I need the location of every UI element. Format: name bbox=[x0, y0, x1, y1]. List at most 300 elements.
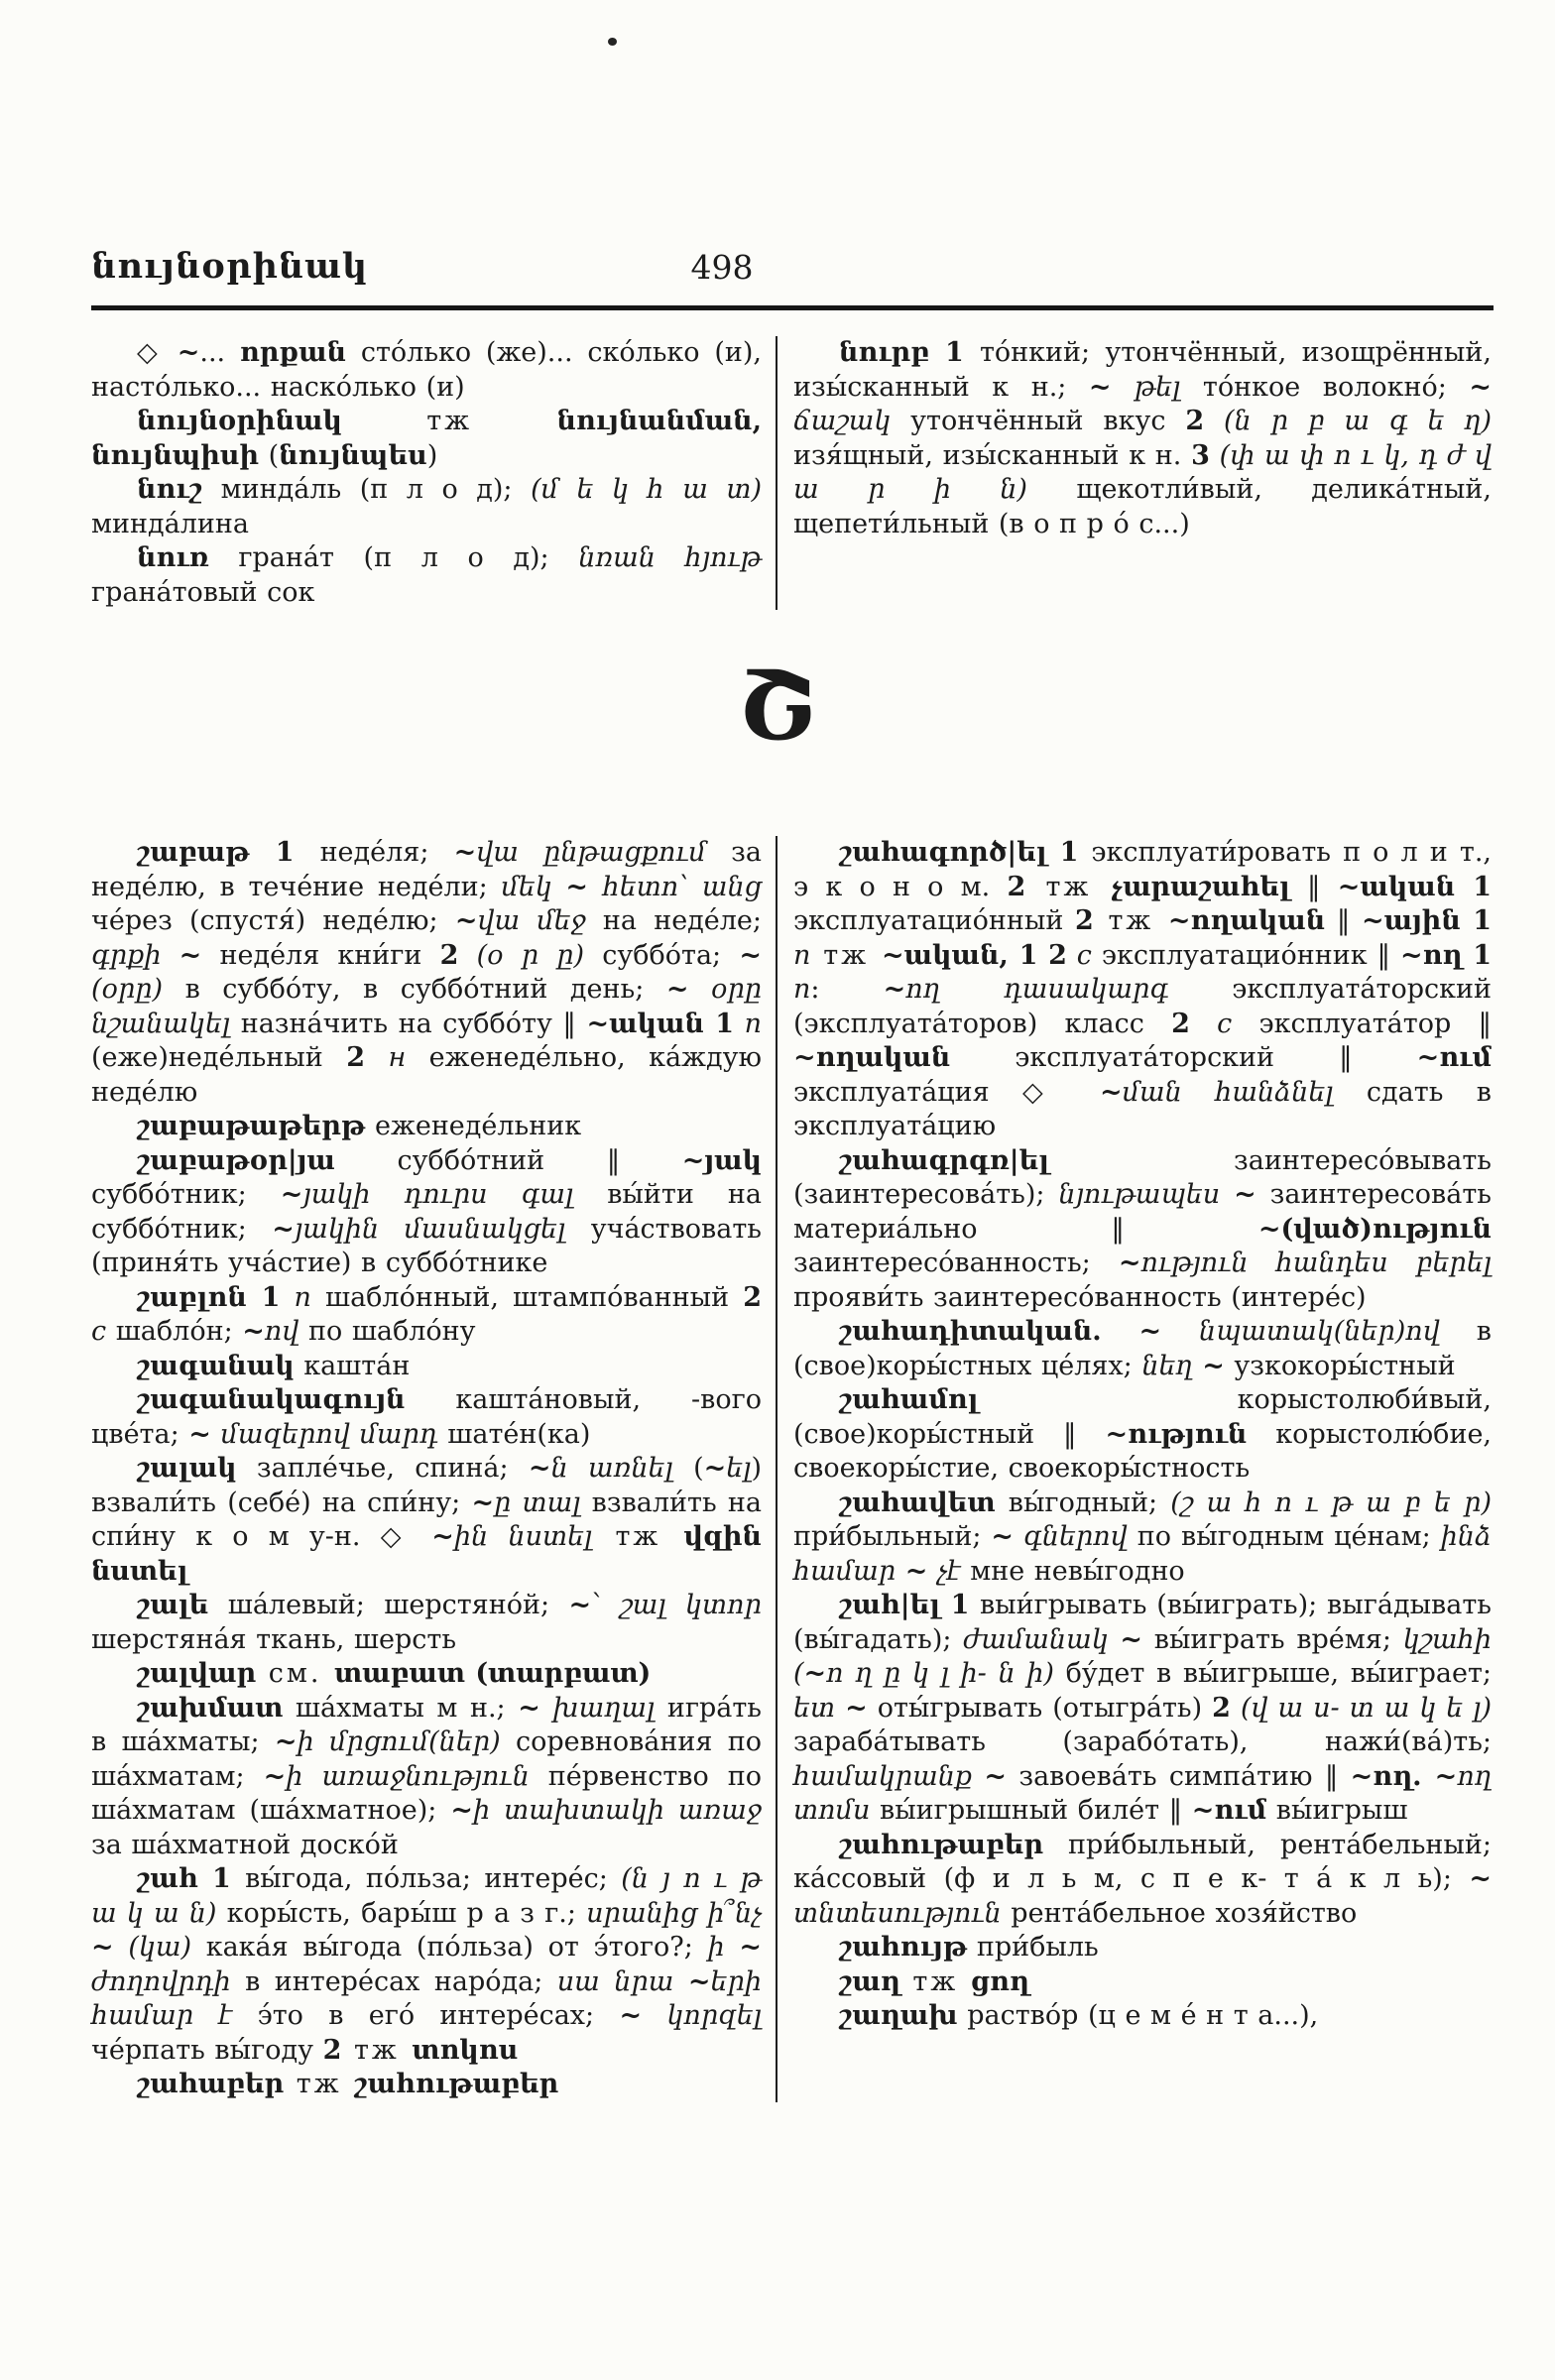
text-segment: вы́годный; bbox=[995, 1487, 1171, 1518]
text-segment: п bbox=[793, 939, 811, 971]
dictionary-entry bbox=[91, 1281, 762, 1350]
text-segment: ~ bbox=[568, 1590, 592, 1620]
text-segment: ~ում bbox=[1416, 1042, 1492, 1073]
text-segment: 1 bbox=[246, 1281, 281, 1313]
dictionary-entry bbox=[91, 541, 762, 610]
text-segment: : bbox=[810, 974, 884, 1005]
text-segment: неде́ля кни́ги bbox=[201, 939, 440, 971]
text-segment: շահ|ել bbox=[839, 1590, 941, 1620]
text-segment: ~ bbox=[518, 1692, 540, 1724]
text-segment: ша́хматы м н.; bbox=[283, 1692, 519, 1724]
text-segment: (օրը) bbox=[91, 974, 164, 1005]
text-segment: (մ ե կ հ ա տ) bbox=[531, 474, 762, 505]
text-segment: տնտեսություն bbox=[793, 1897, 1002, 1929]
text-segment: при́быль bbox=[967, 1932, 1099, 1963]
text-segment: նեղ bbox=[1141, 1350, 1203, 1381]
text-segment: пе́рвенство по ша́хматам (ша́хматное); bbox=[91, 1760, 762, 1826]
text-segment: ~ bbox=[454, 905, 478, 936]
top-left-column bbox=[91, 336, 762, 610]
text-segment: ~ bbox=[528, 1453, 551, 1484]
text-segment: ~ bbox=[665, 974, 689, 1005]
text-segment: նպատակ(ներ)ով bbox=[1198, 1316, 1440, 1347]
text-segment: չարաշահել bbox=[1111, 871, 1290, 902]
text-segment: շահութաբեր bbox=[354, 2069, 559, 2099]
main-left-column bbox=[91, 836, 762, 2102]
text-segment: то́нкий; утончённый, изощрённый, изы́сканный к н.; bbox=[793, 337, 1492, 403]
text-segment: ~ bbox=[883, 974, 906, 1005]
text-segment: ՝ bbox=[591, 1590, 621, 1620]
text-segment: шате́н(ка) bbox=[437, 1418, 591, 1450]
text-segment: շաղ bbox=[839, 1965, 900, 1997]
text-segment: грана́т (п л о д); bbox=[208, 542, 579, 573]
text-segment: с bbox=[1066, 939, 1092, 971]
text-segment: վա ընթացքում bbox=[476, 837, 706, 868]
text-segment: тж bbox=[1025, 871, 1112, 902]
page-number: 498 bbox=[690, 248, 754, 287]
text-segment: ~ bbox=[1469, 1863, 1492, 1894]
dictionary-entry bbox=[793, 1931, 1492, 1965]
text-segment: тж bbox=[284, 2069, 355, 2099]
text-segment: նույնօրինակ bbox=[137, 406, 342, 436]
text-segment: ~ bbox=[1088, 371, 1135, 403]
dictionary-entry bbox=[793, 1144, 1492, 1316]
text-segment: ~ական 1 bbox=[1337, 871, 1492, 902]
text-segment: սրանից ի՞նչ bbox=[586, 1897, 762, 1929]
dictionary-entry bbox=[91, 1589, 762, 1657]
text-segment: գրքի bbox=[91, 939, 179, 971]
dictionary-entry bbox=[91, 836, 762, 1110]
text-segment: ժողովրդի bbox=[91, 1965, 231, 1997]
text-segment: ին նստել bbox=[453, 1521, 593, 1552]
text-segment: կշահի ( bbox=[793, 1623, 1492, 1689]
text-segment: ~ bbox=[1234, 1179, 1256, 1210]
dictionary-entry bbox=[91, 2068, 762, 2102]
text-segment: эксплуата́торский ‖ bbox=[950, 1042, 1417, 1073]
text-segment: նյութապես bbox=[1058, 1179, 1235, 1210]
text-segment: ) bbox=[426, 439, 438, 471]
text-segment: շահավետ bbox=[839, 1487, 996, 1518]
text-segment: вы́играть вре́мя; bbox=[1142, 1623, 1403, 1655]
text-segment: прояви́ть заинтересо́ванность (интере́с) bbox=[793, 1281, 1367, 1313]
text-segment: 2 bbox=[1075, 905, 1094, 936]
text-segment: շագանակ bbox=[137, 1350, 295, 1381]
text-segment: ~ում bbox=[1191, 1795, 1267, 1826]
text-segment: с bbox=[1189, 1008, 1233, 1039]
dictionary-entry bbox=[91, 1452, 762, 1589]
text-segment: тж bbox=[899, 1965, 971, 1997]
page-header bbox=[91, 246, 1492, 294]
text-segment: тж bbox=[810, 939, 883, 971]
text-segment: за неде́лю, в тече́ние неде́ли; bbox=[91, 837, 762, 902]
text-segment: ~ bbox=[991, 1521, 1015, 1552]
text-segment: корыстолю́бие, своекоры́стие, своекоры́стность bbox=[793, 1418, 1492, 1484]
text-segment: գներով bbox=[1014, 1521, 1128, 1552]
text-segment: грана́товый сок bbox=[91, 576, 315, 608]
text-segment: в суббо́ту, в суббо́тний день; bbox=[163, 974, 666, 1005]
text-segment: օրը նշանակել bbox=[91, 974, 763, 1039]
text-segment: 2 bbox=[1212, 1692, 1231, 1724]
text-segment: ... bbox=[199, 337, 240, 368]
dictionary-entry bbox=[793, 836, 1492, 1144]
text-segment: утончённый вкус bbox=[891, 406, 1186, 436]
text-segment: նուշ bbox=[137, 474, 203, 505]
dictionary-entry bbox=[793, 1829, 1492, 1932]
text-segment: кашта́н bbox=[294, 1350, 411, 1381]
column-divider bbox=[776, 336, 778, 610]
dictionary-entry bbox=[793, 336, 1492, 541]
text-segment: ( bbox=[259, 439, 280, 471]
text-segment: минда́лина bbox=[91, 508, 249, 539]
text-segment: 1 bbox=[928, 337, 980, 368]
text-segment: вы́йти на суббо́тник; bbox=[91, 1179, 762, 1245]
text-segment: щекотли́вый, делика́тный, щепети́льный (в о п р о́ с...) bbox=[793, 474, 1493, 539]
text-segment: ինձ համար bbox=[793, 1521, 1492, 1587]
dictionary-entry bbox=[91, 473, 762, 541]
text-segment: շալե bbox=[137, 1590, 209, 1620]
dictionary-entry bbox=[793, 1965, 1492, 2000]
text-segment: շահագործ|ել bbox=[839, 837, 1047, 868]
text-segment: тж bbox=[1093, 905, 1168, 936]
top-section bbox=[91, 336, 1492, 610]
dictionary-entry bbox=[91, 1692, 762, 1863]
text-segment: (փ ա փ ո ւ կ, դ ժ վ ա ր ի ն) bbox=[793, 439, 1492, 505]
text-segment: շահամոլ bbox=[839, 1384, 979, 1415]
text-segment: ող տոմս bbox=[793, 1760, 1492, 1826]
text-segment: համակրանք bbox=[793, 1760, 985, 1792]
text-segment: կորզել bbox=[642, 2000, 762, 2031]
text-segment: в интере́сах наро́да; bbox=[230, 1965, 557, 1997]
text-segment: ~(ված)ություն bbox=[1257, 1213, 1492, 1245]
text-segment: ով bbox=[264, 1316, 299, 1347]
text-segment: ~ական, 1 2 bbox=[882, 939, 1067, 971]
text-segment: (կա) bbox=[113, 1932, 191, 1963]
text-segment: ետ bbox=[793, 1692, 846, 1724]
text-segment: кашта́новый, -вого цве́та; bbox=[91, 1384, 762, 1450]
text-segment: շահագրգռ|ել bbox=[839, 1144, 1050, 1176]
text-segment: эксплуата́ция ◇ bbox=[793, 1076, 1101, 1108]
dictionary-entry bbox=[793, 1315, 1492, 1383]
text-segment: (еже)неде́льный bbox=[91, 1042, 347, 1073]
text-segment: неде́ля; bbox=[319, 837, 454, 868]
text-segment: взвали́ть на спи́ну к о м у-н. ◇ bbox=[91, 1487, 762, 1552]
text-segment: սա նրա bbox=[556, 1965, 688, 1997]
text-segment: շահութաբեր bbox=[839, 1829, 1044, 1860]
text-segment: 2 bbox=[1171, 1008, 1190, 1039]
text-segment: завоева́ть симпа́тию ‖ bbox=[1007, 1760, 1351, 1792]
text-segment: мне невы́годно bbox=[960, 1555, 1185, 1587]
text-segment: նուրբ bbox=[839, 337, 929, 368]
text-segment: уча́ствовать (приня́ть уча́стие) в суббо́тнике bbox=[91, 1213, 762, 1278]
text-segment: ի առաջնություն bbox=[286, 1760, 530, 1792]
text-segment: շաբաթօր|յա bbox=[137, 1144, 335, 1176]
text-segment: эксплуати́ровать п о л и т., э к о н о м. bbox=[793, 837, 1492, 902]
text-segment: вы́игрыш bbox=[1266, 1795, 1408, 1826]
text-segment: вы́года, по́льза; интере́с; bbox=[245, 1863, 622, 1894]
text-segment: ~ող 1 bbox=[1399, 939, 1492, 971]
text-segment: ~ bbox=[739, 939, 762, 971]
scan-speck bbox=[608, 38, 617, 46]
text-segment: ~ bbox=[1421, 1760, 1458, 1792]
text-segment: заинтересо́ванность; bbox=[793, 1248, 1119, 1278]
text-segment: ~ bbox=[1469, 371, 1492, 403]
text-segment: ~ bbox=[703, 1453, 727, 1484]
dictionary-entry bbox=[91, 1350, 762, 1384]
text-segment: запле́чье, спина́; bbox=[236, 1453, 529, 1484]
header-rule bbox=[91, 305, 1494, 310]
text-segment: ի մրցում(ներ) bbox=[297, 1726, 501, 1757]
dictionary-entry bbox=[793, 1383, 1492, 1487]
dictionary-entry bbox=[91, 336, 762, 405]
text-segment: տոկոս bbox=[412, 2034, 519, 2066]
text-segment: см. bbox=[256, 1658, 335, 1689]
text-segment: че́рпать вы́году bbox=[91, 2034, 323, 2066]
text-segment: ն առնել bbox=[550, 1453, 673, 1484]
text-segment: շաբաթ bbox=[137, 837, 250, 868]
text-segment: (ն յ ո ւ թ ա կ ա ն) bbox=[91, 1863, 762, 1929]
text-segment: 1 bbox=[249, 837, 320, 868]
text-segment: շախմատ bbox=[137, 1692, 284, 1724]
text-segment: շաղախ bbox=[839, 2000, 958, 2031]
text-segment: суббо́та; bbox=[584, 939, 740, 971]
text-segment: ~ող. bbox=[1350, 1760, 1422, 1792]
dictionary-entry bbox=[91, 1383, 762, 1452]
text-segment: кака́я вы́года (по́льза) от э́того?; bbox=[190, 1932, 708, 1963]
text-segment: ~ bbox=[280, 1179, 303, 1210]
text-segment: шабло́н; bbox=[106, 1316, 243, 1347]
text-segment: суббо́тник; bbox=[91, 1179, 281, 1210]
dictionary-entry bbox=[91, 1144, 762, 1281]
text-segment: ~ bbox=[845, 1692, 868, 1724]
dictionary-entry bbox=[91, 1862, 762, 2068]
text-segment: ~ bbox=[177, 337, 200, 368]
text-segment: 2 bbox=[439, 939, 459, 971]
text-segment: (վ ա ս- տ ա կ ե լ) bbox=[1230, 1692, 1492, 1724]
dictionary-entry bbox=[793, 1999, 1492, 2034]
text-segment: ~ bbox=[803, 1658, 827, 1689]
text-segment: ~ bbox=[272, 1213, 295, 1245]
text-segment: 3 bbox=[1191, 439, 1210, 471]
text-segment: շաբաթաթերթ bbox=[137, 1111, 366, 1141]
text-segment: ~ bbox=[263, 1760, 287, 1792]
text-segment: сдать в эксплуата́цию bbox=[793, 1076, 1492, 1141]
text-segment: ~ bbox=[431, 1521, 454, 1552]
text-segment: ~ bbox=[1202, 1350, 1225, 1381]
text-segment: шерстяна́я ткань, шерсть bbox=[91, 1623, 457, 1655]
text-segment: (ն ր բ ա գ ե ղ) bbox=[1204, 406, 1492, 436]
text-segment: 2 bbox=[743, 1281, 762, 1313]
text-segment: թել bbox=[1134, 371, 1181, 403]
text-segment: сто́лько (же)... ско́лько (и), насто́лько... наско́лько (и) bbox=[91, 337, 762, 403]
text-segment: 1 bbox=[940, 1590, 980, 1620]
text-segment: ի bbox=[707, 1932, 740, 1963]
section-letter: Շ bbox=[737, 650, 818, 762]
text-segment: эксплуатацио́нник ‖ bbox=[1091, 939, 1400, 971]
text-segment: заинтересова́ть материа́льно ‖ bbox=[793, 1179, 1492, 1245]
text-segment: п bbox=[793, 974, 811, 1005]
text-segment: ~ություն bbox=[1105, 1418, 1248, 1450]
text-segment: ~ bbox=[188, 1418, 211, 1450]
text-segment: ( bbox=[672, 1453, 704, 1484]
text-segment: (օ ր ը) bbox=[458, 939, 585, 971]
text-segment: тж bbox=[341, 406, 557, 436]
text-segment: ~ bbox=[565, 871, 603, 902]
text-segment: ժամանակ bbox=[963, 1623, 1121, 1655]
text-segment: շալակ bbox=[137, 1453, 237, 1484]
text-segment: зараба́тывать (зарабо́тать), нажи́(ва́)ть; bbox=[793, 1726, 1492, 1757]
text-segment: մեկ bbox=[501, 871, 566, 902]
text-segment: еженеде́льник bbox=[365, 1111, 582, 1141]
text-segment: երի համար է bbox=[91, 1965, 762, 2031]
column-divider bbox=[776, 836, 778, 2102]
text-segment: տաբատ (տարբատ) bbox=[334, 1658, 652, 1689]
text-segment: в (свое)коры́стных це́лях; bbox=[793, 1316, 1492, 1381]
text-segment: շահաբեր bbox=[137, 2069, 285, 2099]
text-segment: ի տախտակի առաջ bbox=[472, 1795, 762, 1826]
text-segment: չէ bbox=[927, 1555, 961, 1587]
text-segment: узкокоры́стный bbox=[1224, 1350, 1456, 1381]
text-segment: վզին նստել bbox=[91, 1521, 762, 1587]
text-segment: ~ bbox=[619, 2000, 643, 2031]
text-segment: с bbox=[91, 1316, 107, 1347]
text-segment: ~ bbox=[1120, 1623, 1143, 1655]
text-segment: эксплуата́тор ‖ bbox=[1232, 1008, 1492, 1039]
text-segment: еженеде́льно, ка́ждую неде́лю bbox=[91, 1042, 762, 1108]
dictionary-entry bbox=[91, 405, 762, 473]
text-segment: раство́р (ц е м е́ н т а...), bbox=[957, 2000, 1319, 2031]
text-segment: п bbox=[280, 1281, 311, 1313]
text-segment: ցող bbox=[970, 1965, 1029, 1997]
text-segment: ճաշակ bbox=[793, 406, 892, 436]
text-segment: ~ողական bbox=[793, 1042, 951, 1073]
text-segment: յակին մասնակցել bbox=[294, 1213, 566, 1245]
dictionary-entry bbox=[91, 1657, 762, 1692]
text-segment: тж bbox=[592, 1521, 684, 1552]
text-segment: по вы́годным це́нам; bbox=[1127, 1521, 1441, 1552]
text-segment: то́нкое волокно́; bbox=[1180, 371, 1470, 403]
text-segment: 2 bbox=[1007, 871, 1026, 902]
text-segment: ~ bbox=[687, 1965, 711, 1997]
text-segment: че́рез (спустя́) неде́лю; bbox=[91, 905, 455, 936]
text-segment: նռան հյութ bbox=[578, 542, 762, 573]
text-segment: ‖ bbox=[1289, 871, 1338, 902]
text-segment: вы́игрышный биле́т ‖ bbox=[870, 1795, 1192, 1826]
text-segment: заинтересо́вывать (заинтересова́ть); bbox=[793, 1144, 1492, 1210]
text-segment: շահույթ bbox=[839, 1932, 968, 1963]
text-segment: մազերով մարդ bbox=[210, 1418, 438, 1450]
text-segment: ություն հանդես բերել bbox=[1140, 1248, 1492, 1278]
text-segment: игра́ть в ша́хматы; bbox=[91, 1692, 762, 1757]
text-segment: ~ bbox=[91, 1932, 114, 1963]
text-segment: վա մեջ bbox=[477, 905, 586, 936]
text-segment: при́быльный; bbox=[793, 1521, 992, 1552]
text-segment: тж bbox=[341, 2034, 413, 2066]
text-segment: корыстолюби́вый, (свое)коры́стный ‖ bbox=[793, 1384, 1492, 1450]
text-segment: ~ողական bbox=[1167, 905, 1326, 936]
text-segment: նուռ bbox=[137, 542, 209, 573]
text-segment: ման հանձնել bbox=[1122, 1076, 1334, 1108]
text-segment: ~ային 1 bbox=[1362, 905, 1492, 936]
text-segment: ~ bbox=[179, 939, 202, 971]
text-segment: շագանակագույն bbox=[137, 1384, 406, 1415]
text-segment: ) взвали́ть (себе́) на спи́ну; bbox=[91, 1453, 762, 1518]
text-segment: 1 bbox=[1046, 837, 1092, 868]
text-segment: ша́левый; шерстяно́й; bbox=[208, 1590, 569, 1620]
text-segment: ~յակ bbox=[681, 1144, 762, 1176]
text-segment: (շ ա հ ո ւ թ ա բ ե ր) bbox=[1170, 1487, 1492, 1518]
text-segment: ը տալ bbox=[494, 1487, 581, 1518]
text-segment: ~ bbox=[450, 1795, 473, 1826]
text-segment: 2 bbox=[1185, 406, 1205, 436]
text-segment: э́то в его́ интере́сах; bbox=[232, 2000, 620, 2031]
guide-word: նույնօրինակ bbox=[91, 246, 369, 287]
text-segment: при́быльный, рента́бельный; ка́ссовый (ф и л ь м, с п е к- т а́ к л ь); bbox=[793, 1829, 1492, 1894]
text-segment: оты́грывать (отыгра́ть) bbox=[867, 1692, 1213, 1724]
text-segment: п bbox=[734, 1008, 762, 1039]
dictionary-entry bbox=[793, 1487, 1492, 1590]
text-segment: ~ bbox=[1101, 1316, 1199, 1347]
text-segment: эксплуатацио́нный bbox=[793, 905, 1076, 936]
text-segment: ◇ bbox=[137, 337, 178, 368]
text-segment: минда́ль (п л о д); bbox=[202, 474, 532, 505]
main-section bbox=[91, 836, 1492, 2102]
text-segment: շահադիտական. bbox=[839, 1316, 1102, 1347]
text-segment: ել bbox=[726, 1453, 752, 1484]
text-segment: հետո՝ անց bbox=[602, 871, 762, 902]
text-segment: ‖ bbox=[1325, 905, 1362, 936]
text-segment: выи́грывать (вы́играть); выга́дывать (вы́гадать); bbox=[793, 1590, 1492, 1655]
main-right-column bbox=[793, 836, 1492, 2102]
text-segment: ~ bbox=[274, 1726, 298, 1757]
text-segment: շալ կտոր bbox=[620, 1590, 762, 1620]
text-segment: նույնպես bbox=[279, 439, 427, 471]
text-segment: бу́дет в вы́игрыше, вы́играет; bbox=[1053, 1658, 1492, 1689]
text-segment: ~ bbox=[904, 1555, 928, 1587]
text-segment: ~ bbox=[984, 1760, 1008, 1792]
text-segment: 2 bbox=[322, 2034, 342, 2066]
text-segment: ~ական 1 bbox=[586, 1008, 735, 1039]
dictionary-entry bbox=[793, 1589, 1492, 1829]
top-right-column bbox=[793, 336, 1492, 610]
text-segment: շաբլոն bbox=[137, 1281, 247, 1313]
text-segment: ~ bbox=[453, 837, 477, 868]
text-segment: рента́бельное хозя́йство bbox=[1001, 1897, 1358, 1929]
text-segment: 1 bbox=[197, 1863, 246, 1894]
text-segment: ~ bbox=[471, 1487, 495, 1518]
text-segment: շալվար bbox=[137, 1658, 257, 1689]
text-segment: назна́чить на суббо́ту ‖ bbox=[230, 1008, 587, 1039]
text-segment: эксплуата́торский (эксплуата́торов) класс bbox=[793, 974, 1492, 1039]
text-segment: որքան bbox=[239, 337, 347, 368]
text-segment: ~ bbox=[242, 1316, 265, 1347]
text-segment: շահ bbox=[137, 1863, 198, 1894]
text-segment: խաղալ bbox=[539, 1692, 656, 1724]
text-segment: ո ղ ը կ լ ի- ն ի) bbox=[826, 1658, 1054, 1689]
text-segment: шабло́нный, штампо́ванный bbox=[310, 1281, 744, 1313]
text-segment: նույնանման, նույնպիսի bbox=[91, 406, 762, 471]
text-segment: за ша́хматной доско́й bbox=[91, 1829, 399, 1860]
text-segment: соревнова́ния по ша́хматам; bbox=[91, 1726, 762, 1792]
text-segment: н bbox=[365, 1042, 407, 1073]
text-segment: по шабло́ну bbox=[299, 1316, 476, 1347]
text-segment: ող դասակարգ bbox=[905, 974, 1169, 1005]
text-segment: յակի դուրս գալ bbox=[302, 1179, 574, 1210]
text-segment: изя́щный, изы́сканный к н. bbox=[793, 439, 1192, 471]
text-segment: ~ bbox=[739, 1932, 762, 1963]
text-segment: ~ bbox=[1118, 1248, 1141, 1278]
text-segment: 2 bbox=[346, 1042, 366, 1073]
dictionary-entry bbox=[91, 1110, 762, 1144]
text-segment: коры́сть, бары́ш р а з г.; bbox=[216, 1897, 587, 1929]
